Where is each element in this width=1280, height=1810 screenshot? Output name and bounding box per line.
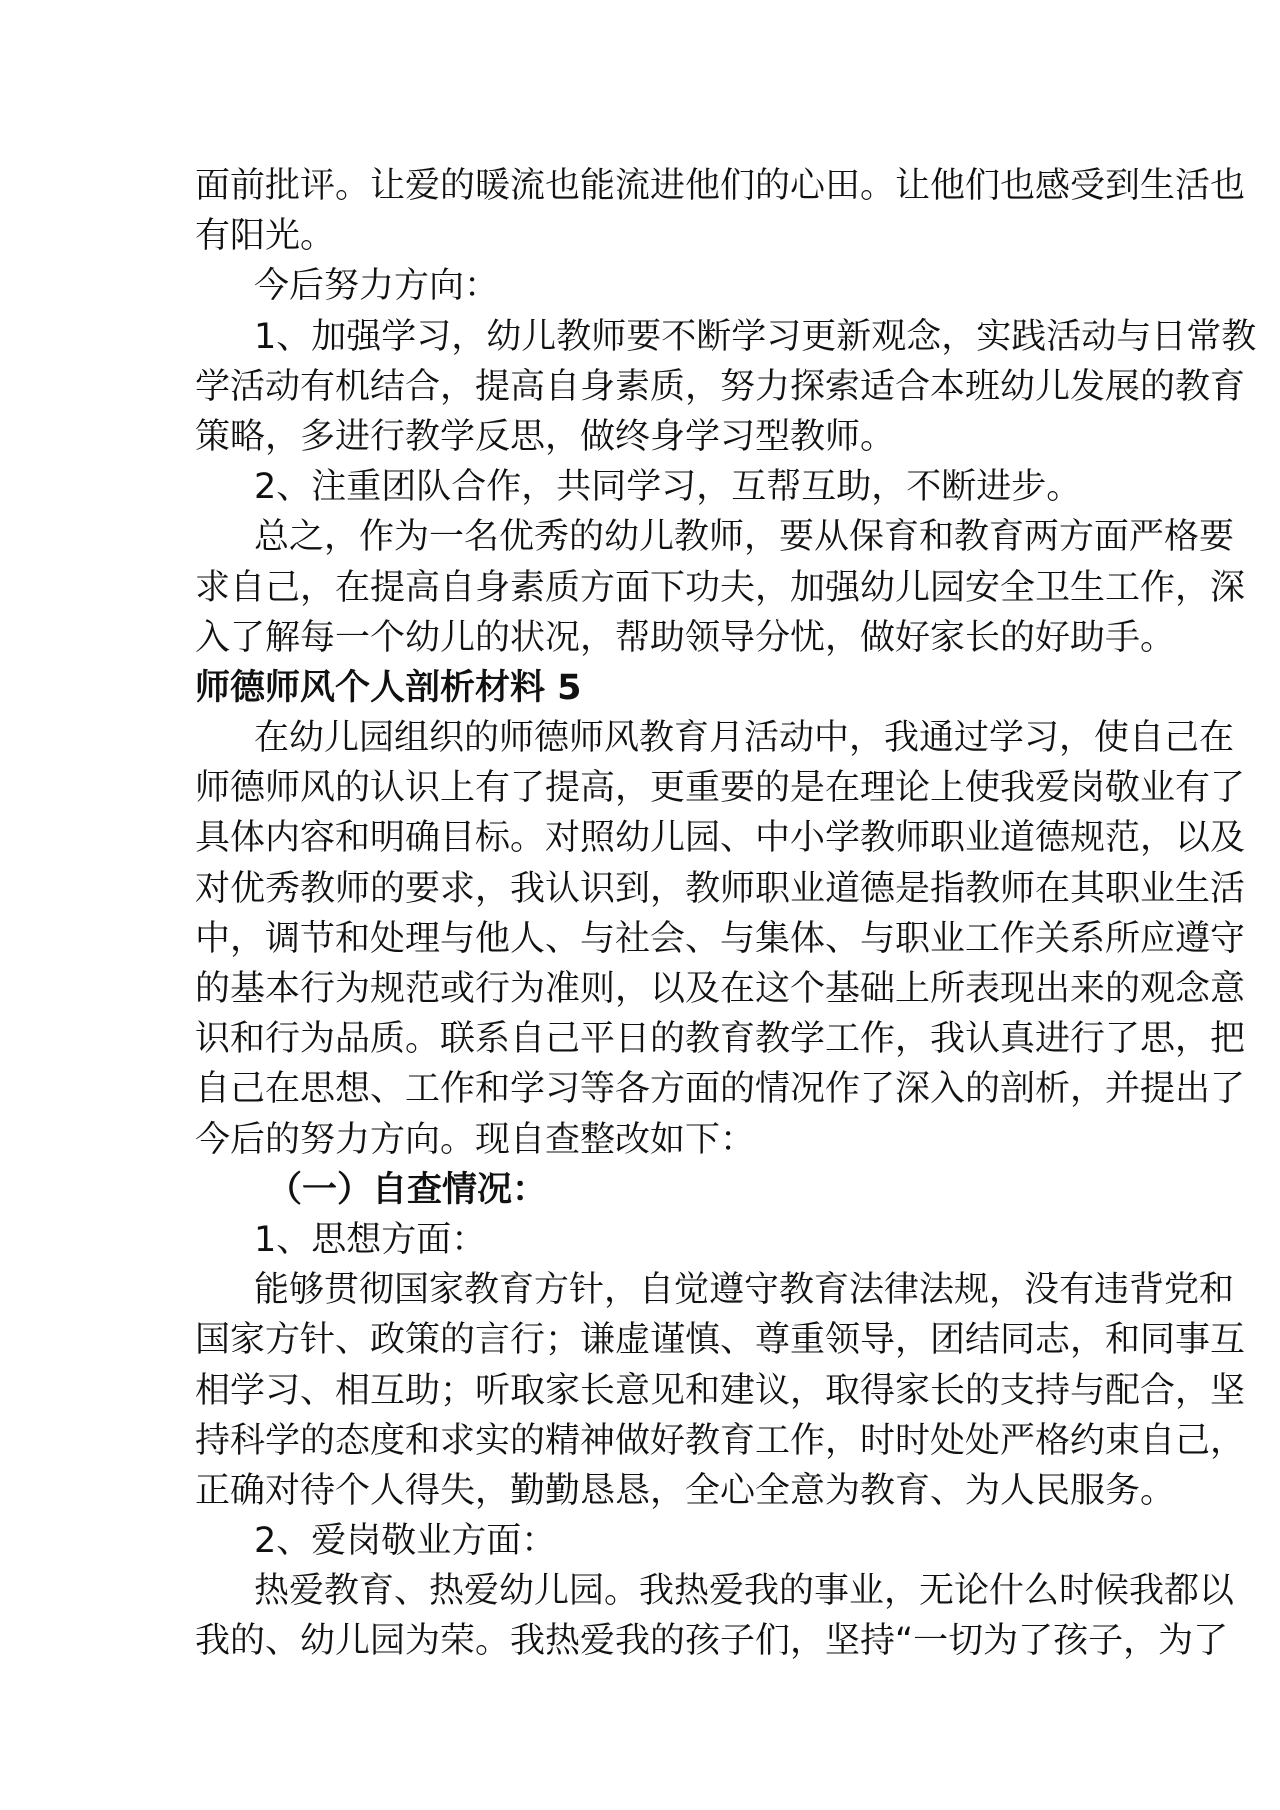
text-line: 今后努力方向：: [254, 266, 500, 307]
text-line: 1、思想方面：: [254, 1219, 487, 1260]
text-line: 学活动有机结合，提高自身素质，努力探索适合本班幼儿发展的教育: [195, 366, 1246, 407]
text-line: 的基本行为规范或行为准则，以及在这个基础上所表现出来的观念意: [195, 969, 1246, 1009]
text-line: 2、爱岗敬业方面：: [254, 1521, 557, 1562]
text-line: 策略，多进行教学反思，做终身学习型教师。: [195, 416, 896, 457]
text-line: 今后的努力方向。现自查整改如下：: [195, 1119, 756, 1160]
paragraph: [195, 161, 1246, 261]
text-line: 中，调节和处理与他人、与社会、与集体、与职业工作关系所应遵守: [195, 918, 1246, 959]
section-heading: [195, 663, 1092, 713]
text-line: 求自己，在提高自身素质方面下功夫，加强幼儿园安全卫生工作，深: [195, 567, 1246, 608]
text-line: 师德师风个人剖析材料 5: [195, 667, 582, 708]
paragraph: [195, 1215, 1092, 1265]
paragraph: [195, 512, 1246, 663]
paragraph: [195, 1566, 1235, 1666]
text-line: 对优秀教师的要求，我认识到，教师职业道德是指教师在其职业生活: [195, 868, 1246, 909]
paragraph: [195, 312, 1257, 463]
text-line: 具体内容和明确目标。对照幼儿园、中小学教师职业道德规范，以及: [195, 818, 1246, 859]
text-line: 正确对待个人得失，勤勤恳恳，全心全意为教育、为人民服务。: [195, 1470, 1176, 1511]
paragraph: [195, 462, 1092, 512]
text-line: （一）自查情况：: [267, 1169, 548, 1210]
paragraph: [195, 1265, 1246, 1516]
text-line: 有阳光。: [195, 216, 336, 257]
text-line: 总之，作为一名优秀的幼儿教师，要从保育和教育两方面严格要: [254, 517, 1235, 558]
text-line: 2、注重团队合作，共同学习，互帮互助，不断进步。: [254, 467, 1082, 508]
paragraph: [195, 261, 1092, 311]
text-line: 热爱教育、热爱幼儿园。我热爱我的事业，无论什么时候我都以: [254, 1571, 1235, 1612]
text-line: 入了解每一个幼儿的状况，帮助领导分忧，做好家长的好助手。: [195, 617, 1176, 658]
text-line: 识和行为品质。联系自己平日的教育教学工作，我认真进行了思，把: [195, 1019, 1246, 1060]
text-line: 面前批评。让爱的暖流也能流进他们的心田。让他们也感受到生活也: [195, 166, 1246, 206]
paragraph: [195, 1516, 1092, 1566]
text-line: 相学习、相互助；听取家长意见和建议，取得家长的支持与配合，坚: [195, 1370, 1246, 1411]
text-line: 在幼儿园组织的师德师风教育月活动中，我通过学习，使自己在: [254, 718, 1235, 759]
text-line: 自己在思想、工作和学习等各方面的情况作了深入的剖析，并提出了: [195, 1069, 1246, 1110]
text-line: 持科学的态度和求实的精神做好教育工作，时时处处严格约束自己，: [195, 1420, 1246, 1461]
subsection-heading: [195, 1165, 1092, 1215]
text-line: 1、加强学习，幼儿教师要不断学习更新观念，实践活动与日常教: [254, 316, 1257, 357]
text-line: 师德师风的认识上有了提高，更重要的是在理论上使我爱岗敬业有了: [195, 768, 1246, 809]
text-line: 国家方针、政策的言行；谦虚谨慎、尊重领导，团结同志，和同事互: [195, 1320, 1246, 1361]
text-line: 能够贯彻国家教育方针，自觉遵守教育法律法规，没有违背党和: [254, 1270, 1235, 1311]
text-line: 我的、幼儿园为荣。我热爱我的孩子们，坚持“一切为了孩子，为了: [195, 1621, 1229, 1662]
paragraph: [195, 713, 1246, 1165]
document-body: [195, 161, 1257, 1667]
